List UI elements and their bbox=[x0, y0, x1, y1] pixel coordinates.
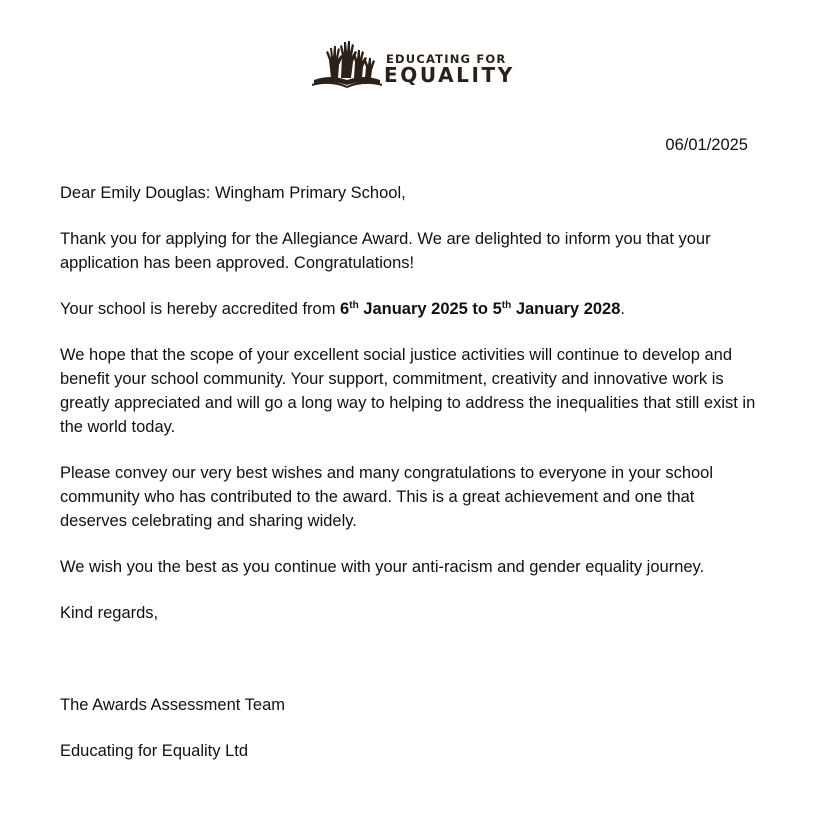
paragraph-congratulations: Please convey our very best wishes and many congratulations to everyone in your school community who has contributed to the award. This is a great achievement and one that deserves celebrating and sharing widely. bbox=[60, 464, 714, 530]
letter-date: 06/01/2025 bbox=[665, 136, 748, 154]
letter-body bbox=[60, 181, 760, 785]
paragraph-activities: We hope that the scope of your excellent social justice activities will continue to develop and benefit your school community. Your support, commitment, creativity and innovative work is greatly appreciated and will go a long way to helping to address the inequalities that still exist in the world today. bbox=[60, 346, 756, 436]
paragraph-approval: Thank you for applying for the Allegiance Award. We are delighted to inform you that your application has been approved. Congratulations! bbox=[60, 230, 711, 272]
closing: Kind regards, bbox=[60, 604, 159, 622]
accreditation-prefix: Your school is hereby accredited from bbox=[60, 300, 341, 318]
signature-team: The Awards Assessment Team bbox=[60, 696, 285, 714]
raised-hands-open-book-icon bbox=[312, 40, 384, 90]
logo-text-bottom: EQUALITY bbox=[384, 63, 515, 87]
salutation: Dear Emily Douglas: Wingham Primary School, bbox=[60, 184, 406, 202]
accreditation-period: 6th January 2025 to 5th January 2028 bbox=[340, 300, 621, 318]
signature-organization: Educating for Equality Ltd bbox=[60, 742, 249, 760]
logo-text-top: EDUCATING FOR bbox=[386, 52, 507, 66]
paragraph-accreditation: Your school is hereby accredited from 6th January 2025 to 5th January 2028. bbox=[60, 300, 625, 318]
paragraph-wishes: We wish you the best as you continue with your anti-racism and gender equality journey. bbox=[60, 558, 705, 576]
organization-logo bbox=[312, 40, 515, 90]
